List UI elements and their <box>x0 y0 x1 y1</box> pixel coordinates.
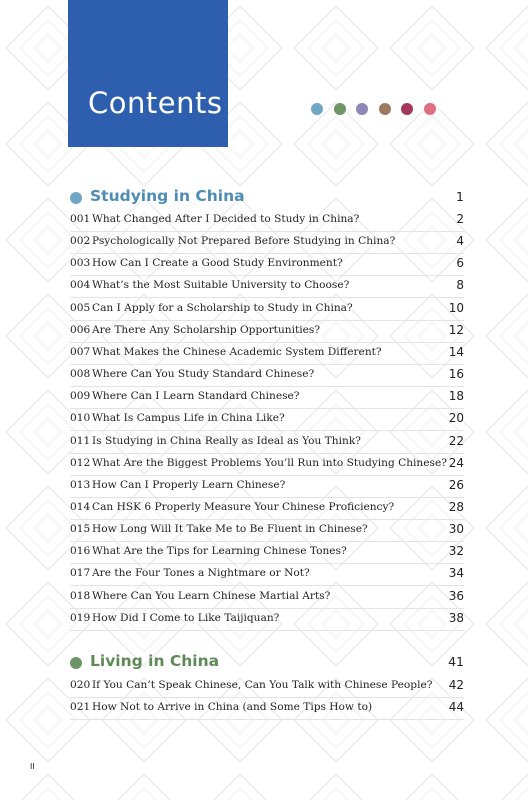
entry-page-number: 34 <box>448 566 464 581</box>
entry-page-number: 16 <box>448 367 464 382</box>
entry-divider <box>70 320 464 321</box>
entry-number: 005 <box>70 301 91 314</box>
entry-title: How Did I Come to Like Taijiquan? <box>92 611 280 624</box>
entry-title: Where Can You Study Standard Chinese? <box>92 368 315 381</box>
entry-page-number: 18 <box>448 389 464 404</box>
entry-divider <box>70 719 464 720</box>
title-banner <box>68 0 228 147</box>
entry-divider <box>70 697 464 698</box>
entry-number: 011 <box>70 434 91 447</box>
entry-page-number: 22 <box>448 433 464 448</box>
section-heading[interactable] <box>70 187 464 211</box>
section-bullet-icon <box>70 192 82 204</box>
entry-title: How Can I Create a Good Study Environment? <box>92 257 343 270</box>
entry-title: How Can I Properly Learn Chinese? <box>92 478 286 491</box>
toc-entry[interactable] <box>70 346 464 368</box>
entry-title: What Makes the Chinese Academic System Different? <box>92 345 382 358</box>
entry-page-number: 38 <box>448 610 464 625</box>
toc-entry[interactable] <box>70 457 464 479</box>
color-dot <box>379 103 391 115</box>
toc-entry[interactable] <box>70 435 464 457</box>
color-dot <box>424 103 436 115</box>
toc-entry[interactable] <box>70 302 464 324</box>
entry-number: 012 <box>70 456 91 469</box>
entry-divider <box>70 497 464 498</box>
toc-entry[interactable] <box>70 324 464 346</box>
entry-divider <box>70 453 464 454</box>
entry-title: How Not to Arrive in China (and Some Tips How to) <box>92 701 373 713</box>
entry-title: What Is Campus Life in China Like? <box>92 412 285 425</box>
entry-divider <box>70 364 464 365</box>
entry-page-number: 42 <box>448 678 464 692</box>
entry-divider <box>70 563 464 564</box>
toc-entry[interactable] <box>70 390 464 412</box>
toc-entry[interactable] <box>70 612 464 634</box>
section-title: Living in China <box>90 652 220 670</box>
entry-number: 015 <box>70 523 91 536</box>
entry-title: What Are the Biggest Problems You’ll Run into Studying Chinese? <box>92 456 447 469</box>
entry-number: 018 <box>70 589 91 602</box>
entry-divider <box>70 231 464 232</box>
entry-page-number: 14 <box>448 344 464 359</box>
toc-entry[interactable] <box>70 590 464 612</box>
entry-number: 021 <box>70 701 91 713</box>
toc-entry[interactable] <box>70 257 464 279</box>
toc-entry[interactable] <box>70 279 464 301</box>
entry-number: 014 <box>70 500 91 513</box>
entry-title: Where Can I Learn Standard Chinese? <box>92 390 300 403</box>
entry-number: 002 <box>70 235 91 248</box>
entry-number: 008 <box>70 368 91 381</box>
toc-entry[interactable] <box>70 567 464 589</box>
entry-number: 006 <box>70 323 91 336</box>
entry-page-number: 28 <box>448 499 464 514</box>
entry-page-number: 12 <box>448 322 464 337</box>
entry-title: Can I Apply for a Scholarship to Study in China? <box>92 301 353 314</box>
entry-number: 020 <box>70 679 91 691</box>
toc-entry[interactable] <box>70 501 464 523</box>
entry-number: 017 <box>70 567 91 580</box>
entry-page-number: 8 <box>456 278 464 293</box>
entry-divider <box>70 253 464 254</box>
section-page-number: 41 <box>448 654 464 669</box>
toc-entry[interactable] <box>70 545 464 567</box>
entry-divider <box>70 275 464 276</box>
page-title: Contents <box>88 86 223 120</box>
toc-entry[interactable] <box>70 235 464 257</box>
color-dot <box>311 103 323 115</box>
entry-title: Can HSK 6 Properly Measure Your Chinese Proficiency? <box>92 500 395 513</box>
entry-divider <box>70 386 464 387</box>
entry-page-number: 24 <box>448 455 464 470</box>
entry-page-number: 26 <box>448 477 464 492</box>
entry-divider <box>70 342 464 343</box>
toc-entry[interactable] <box>70 523 464 545</box>
entry-page-number: 36 <box>448 588 464 603</box>
entry-number: 009 <box>70 390 91 403</box>
entry-title: What’s the Most Suitable University to Choose? <box>92 279 350 292</box>
entry-page-number: 2 <box>456 212 464 226</box>
page-folio: II <box>30 762 35 771</box>
entry-divider <box>70 541 464 542</box>
entry-divider <box>70 408 464 409</box>
color-dot <box>334 103 346 115</box>
entry-title: Is Studying in China Really as Ideal as You Think? <box>92 434 361 447</box>
entry-page-number: 10 <box>448 300 464 315</box>
section-heading[interactable] <box>70 652 464 676</box>
entry-title: How Long Will It Take Me to Be Fluent in Chinese? <box>92 523 368 536</box>
toc-entry[interactable] <box>70 479 464 501</box>
entry-title: What Changed After I Decided to Study in China? <box>92 213 360 225</box>
entry-page-number: 32 <box>448 544 464 559</box>
entry-divider <box>70 608 464 609</box>
color-dots <box>311 103 436 115</box>
entry-title: If You Can’t Speak Chinese, Can You Talk with Chinese People? <box>92 679 433 691</box>
entry-divider <box>70 519 464 520</box>
entry-number: 019 <box>70 611 91 624</box>
entry-divider <box>70 630 464 631</box>
entry-title: Are the Four Tones a Nightmare or Not? <box>92 567 310 580</box>
entry-number: 013 <box>70 478 91 491</box>
entry-divider <box>70 430 464 431</box>
entry-divider <box>70 297 464 298</box>
entry-number: 004 <box>70 279 91 292</box>
entry-page-number: 20 <box>448 411 464 426</box>
entry-number: 010 <box>70 412 91 425</box>
entry-page-number: 30 <box>448 522 464 537</box>
entry-number: 007 <box>70 345 91 358</box>
color-dot <box>401 103 413 115</box>
entry-number: 001 <box>70 213 91 225</box>
entry-number: 003 <box>70 257 91 270</box>
entry-title: Are There Any Scholarship Opportunities? <box>92 323 321 336</box>
section-page-number: 1 <box>456 189 464 204</box>
entry-title: Psychologically Not Prepared Before Studying in China? <box>92 235 396 248</box>
entry-number: 016 <box>70 545 91 558</box>
toc-entry[interactable] <box>70 701 464 723</box>
toc-entry[interactable] <box>70 368 464 390</box>
entry-page-number: 6 <box>456 256 464 271</box>
toc-entry[interactable] <box>70 679 464 701</box>
section-title: Studying in China <box>90 187 245 205</box>
entry-divider <box>70 585 464 586</box>
entry-page-number: 44 <box>448 700 464 714</box>
entry-divider <box>70 475 464 476</box>
color-dot <box>356 103 368 115</box>
entry-title: Where Can You Learn Chinese Martial Arts? <box>92 589 331 602</box>
entry-page-number: 4 <box>456 234 464 249</box>
section-bullet-icon <box>70 657 82 669</box>
toc-entry[interactable] <box>70 412 464 434</box>
entry-title: What Are the Tips for Learning Chinese Tones? <box>92 545 347 558</box>
toc-entry[interactable] <box>70 213 464 235</box>
